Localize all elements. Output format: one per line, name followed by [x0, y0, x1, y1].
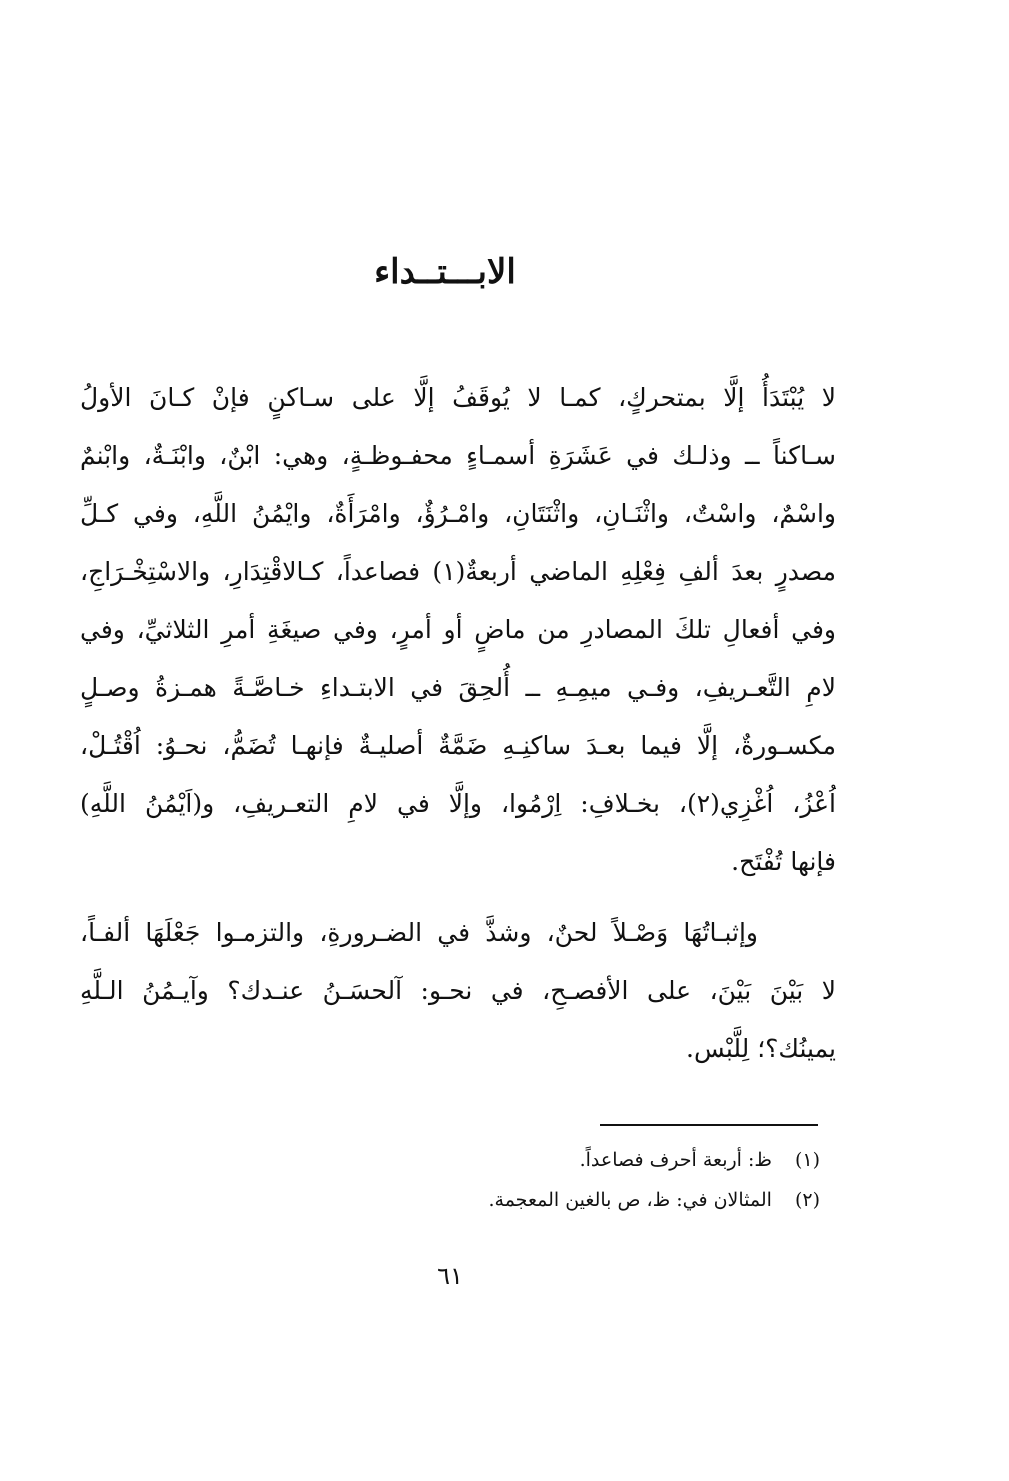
footnote-2: [300, 1180, 820, 1220]
text-line: لا يُبْتَدَأُ إلَّا بمتحركٍ، كمـا لا يُوقَفُ إلَّا على سـاكنٍ فإنْ كـانَ الأولُ: [80, 383, 836, 412]
text-line: لا بَيْنَ بَيْنَ، على الأفصـحِ، في نحـو: آلحسَـنُ عنـدك؟ وآيـمُنُ الـلَّهِ: [80, 976, 836, 1005]
text-line: فإنها تُفْتَح.: [731, 847, 836, 876]
paragraph-1: [80, 369, 836, 891]
footnote-text: المثالان في: ظ، ص بالغين المعجمة.: [488, 1189, 772, 1211]
footnote-number: (٢): [794, 1189, 820, 1211]
text-line: اُعْزُ، اُغْزِي(٢)، بخـلافِ: اِرْمُوا، وإلَّا في لامِ التعـريفِ، و(اَيْمُنُ اللَّهِ): [80, 789, 836, 818]
page-title: الابـــتــداء: [374, 252, 516, 292]
text-line: مصدرٍ بعدَ ألفِ فِعْلِهِ الماضي أربعةٌ(١) فصاعداً، كـالاقْتِدَارِ، والاسْتِخْـرَاجِ،: [80, 557, 836, 586]
page-number: ٦١: [437, 1262, 463, 1290]
footnote-text: ظ: أربعة أحرف فصاعداً.: [579, 1149, 772, 1171]
text-line: مكسـورةٌ، إلَّا فيما بعـدَ ساكنِـهِ ضَمَّةٌ أصليـةٌ فإنهـا تُضَمُّ، نحـوُ: اُقْتُـلْ،: [80, 731, 836, 760]
footnotes: [300, 1140, 820, 1220]
text-line: واسْمٌ، واسْتٌ، واثْنَـانِ، واثْنَتَانِ، وامْـرُؤٌ، وامْرَأَةٌ، وايْمُنُ اللَّهِ، وفي كـلِّ: [80, 499, 836, 528]
paragraph-2: [80, 904, 836, 1078]
footnote-number: (١): [794, 1149, 820, 1171]
text-line: لامِ التَّعـريفِ، وفـي ميمِـهِ ــ أُلحِقَ في الابتـداءِ خـاصَّـةً همـزةُ وصـلٍ: [80, 673, 836, 702]
text-line: يمينُك؟؛ لِلَّبْس.: [686, 1034, 836, 1063]
text-line: وفي أفعالِ تلكَ المصادرِ من ماضٍ أو أمرٍ، وفي صيغَةِ أمرِ الثلاثيِّ، وفي: [80, 615, 836, 644]
text-line: وإثبـاتُهَا وَصْـلاً لحنٌ، وشذَّ في الضـرورةِ، والتزمـوا جَعْلَهَا ألفـاً،: [80, 918, 758, 947]
text-line: سـاكناً ــ وذلـك في عَشَرَةِ أسمـاءٍ محفـوظـةٍ، وهي: ابْنٌ، وابْنَـةٌ، وابْنمٌ: [80, 441, 836, 470]
footnote-divider: [600, 1124, 818, 1126]
footnote-1: [300, 1140, 820, 1180]
